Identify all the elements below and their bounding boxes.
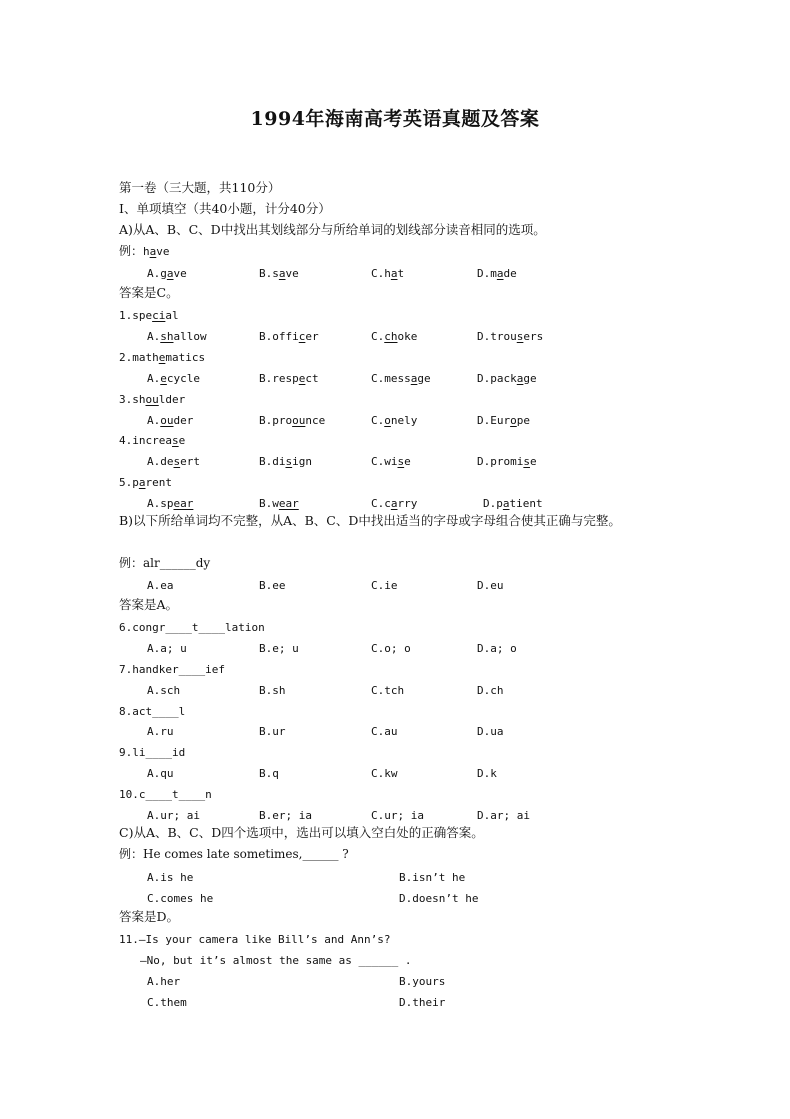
option: D.their [399,996,446,1009]
option: D.Europe [477,414,530,427]
question-stem: 4.increase [119,434,186,447]
option: A.ecycle [147,372,200,385]
option: D.ch [477,684,504,697]
paper-part-heading: 第一卷（三大题，共110分） [119,180,281,195]
option: A.a; u [147,642,187,655]
option: D.trousers [477,330,544,343]
option: B.sh [259,684,286,697]
option: D.patient [483,497,543,510]
question-stem: 6.congr____t____lation [119,621,265,634]
example-answer: 答案是C。 [119,285,179,300]
option: C.choke [371,330,418,343]
option: D.ua [477,725,504,738]
option: A.ru [147,725,174,738]
option: A.sch [147,684,181,697]
option: D.a; o [477,642,517,655]
question-stem: 3.shoulder [119,393,186,406]
option: B.wear [259,497,299,510]
option: B.ur [259,725,286,738]
option: B.ee [259,579,286,592]
option: A.spear [147,497,194,510]
option: D.doesn’t he [399,892,479,905]
option: D.package [477,372,537,385]
option: C.carry [371,497,418,510]
question-stem: 11.—Is your camera like Bill’s and Ann’s? [119,933,391,946]
option: B.proounce [259,414,326,427]
option: A.qu [147,767,174,780]
part-b-instruction: B)以下所给单词均不完整，从A、B、C、D中找出适当的字母或字母组合使其正确与完整。 [119,513,621,528]
option: C.hat [371,267,405,280]
option: C.kw [371,767,398,780]
option: C.onely [371,414,418,427]
option: C.o; o [371,642,411,655]
example-answer: 答案是A。 [119,597,179,612]
option: D.k [477,767,497,780]
option: A.shallow [147,330,207,343]
option: C.ur; ia [371,809,424,822]
part-c-instruction: C)从A、B、C、D四个选项中，选出可以填入空白处的正确答案。 [119,825,484,840]
option: B.respect [259,372,319,385]
option: D.eu [477,579,504,592]
option: B.isn’t he [399,871,466,884]
question-stem: 10.c____t____n [119,788,212,801]
option: A.ea [147,579,174,592]
option: D.ar; ai [477,809,530,822]
option: B.q [259,767,279,780]
option: C.them [147,996,187,1009]
question-stem: 9.li____id [119,746,186,759]
part-a-instruction: A)从A、B、C、D中找出其划线部分与所给单词的划线部分读音相同的选项。 [119,222,546,237]
option: D.made [477,267,517,280]
option: C.au [371,725,398,738]
question-stem: 1.special [119,309,179,322]
option: C.message [371,372,431,385]
question-stem: 8.act____l [119,705,186,718]
option: B.save [259,267,299,280]
option: A.ur; ai [147,809,200,822]
part-b-example-stem: 例：alr______dy [119,556,211,570]
option: A.ouder [147,414,194,427]
option: C.tch [371,684,405,697]
option: A.gave [147,267,187,280]
option: B.disign [259,455,312,468]
part-c-example-stem: 例：He comes late sometimes,______ ? [119,847,349,861]
option: B.officer [259,330,319,343]
option: A.her [147,975,181,988]
option: B.e; u [259,642,299,655]
question-stem: 5.parent [119,476,172,489]
option: B.er; ia [259,809,312,822]
example-answer: 答案是D。 [119,909,180,924]
section-heading: I、单项填空（共40小题，计分40分） [119,201,331,216]
option: D.promise [477,455,537,468]
question-stem: 7.handker____ief [119,663,225,676]
part-a-example-stem: 例：have [119,244,170,258]
page-title: 1994年海南高考英语真题及答案 [250,108,540,130]
question-stem: 2.mathematics [119,351,206,364]
option: B.yours [399,975,446,988]
option: A.desert [147,455,200,468]
question-stem-line2: —No, but it’s almost the same as ______ . [140,954,412,967]
option: C.wise [371,455,411,468]
option: A.is he [147,871,194,884]
option: C.comes he [147,892,214,905]
option: C.ie [371,579,398,592]
